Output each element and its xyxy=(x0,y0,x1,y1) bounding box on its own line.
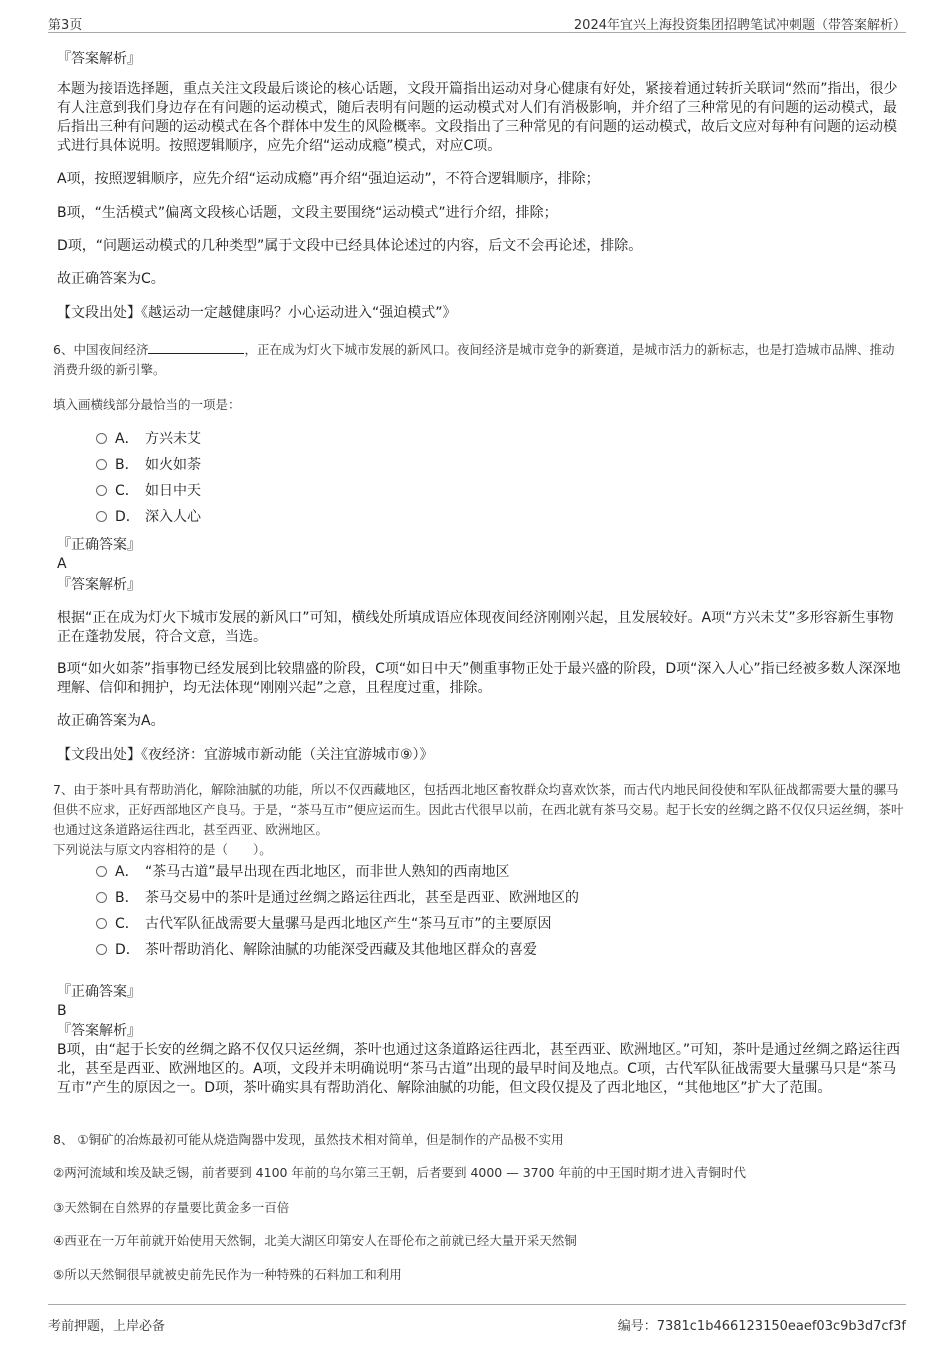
page-number: 第3页 xyxy=(48,18,83,33)
q6-source: 【文段出处】《夜经济：宜游城市新动能（关注宜游城市⑨）》 xyxy=(57,747,434,763)
q5-source: 【文段出处】《越运动一定越健康吗？小心运动进入“强迫模式”》 xyxy=(57,305,457,321)
q7-answer-label: 『正确答案』 xyxy=(57,984,141,1000)
footer-slogan: 考前押题，上岸必备 xyxy=(48,1319,166,1334)
q7-answer: B xyxy=(57,1003,67,1019)
q5-analysis-paragraph-3: B项，“生活模式”偏离文段核心话题，文段主要围绕“运动模式”进行介绍，排除； xyxy=(57,205,558,221)
page-header xyxy=(48,12,906,33)
q6-answer: A xyxy=(57,556,67,572)
radio-icon[interactable] xyxy=(96,485,107,496)
q8-sentence-3: ③天然铜在自然界的存量要比黄金多一百倍 xyxy=(53,1200,290,1215)
q7-stem: 7、由于茶叶具有帮助消化，解除油腻的功能，所以不仅西藏地区，包括西北地区畜牧群众均喜欢饮茶，而古代内地民间役使和军队征战都需要大量的骡马但供不应求，正好西部地区产良马。于是，“茶马互市”便应运而生。因此古代很早以前，在西北就有茶马交易。起于长安的丝绸之路不仅仅只运丝绸，茶叶也通过这条道路运往西北，甚至西亚、欧洲地区。 xyxy=(53,782,904,837)
q5-analysis-paragraph-5: 故正确答案为C。 xyxy=(57,271,165,287)
q7-option-a[interactable]: A． “茶马古道”最早出现在西北地区，而非世人熟知的西南地区 xyxy=(96,863,510,881)
radio-icon[interactable] xyxy=(96,511,107,522)
q7-analysis-label: 『答案解析』 xyxy=(57,1023,141,1039)
q6-option-c[interactable]: C． 如日中天 xyxy=(96,482,201,500)
radio-icon[interactable] xyxy=(96,918,107,929)
q6-stem xyxy=(53,340,904,380)
q8-sentence-4: ④西亚在一万年前就开始使用天然铜，北美大湖区印第安人在哥伦布之前就已经大量开采天然铜 xyxy=(53,1233,577,1248)
q5-analysis-paragraph-1: 本题为接语选择题，重点关注文段最后谈论的核心话题，文段开篇指出运动对身心健康有好处，紧接着通过转折关联词“然而”指出，很少有人注意到我们身边存在有问题的运动模式，随后表明有问题的运动模式对人们有消极影响，并介绍了三种常见的有问题的运动模式，最后指出三种有问题的运动模式在各个群体中发生的风险概率。文段指出了三种常见的有问题的运动模式，故后文应对每种有问题的运动模式进行具体说明。按照逻辑顺序，应先介绍“运动成瘾”模式，对应C项。 xyxy=(57,81,898,154)
document-code: 编号：7381c1b466123150eaef03c9b3d7cf3f xyxy=(617,1319,906,1334)
q5-analysis-paragraph-4: D项，“问题运动模式的几种类型”属于文段中已经具体论述过的内容，后文不会再论述，排除。 xyxy=(57,238,643,254)
page-footer xyxy=(48,1304,906,1335)
q6-option-a[interactable]: A． 方兴未艾 xyxy=(96,430,201,448)
q7-analysis: B项，由“起于长安的丝绸之路不仅仅只运丝绸，茶叶也通过这条道路运往西北，甚至西亚、欧洲地区。”可知，茶叶是通过丝绸之路运往西北，甚至是西亚、欧洲地区的。A项，文段并未明确说明“茶马古道”出现的最早时间及地点。C项，古代军队征战需要大量骡马只是“茶马互市”产生的原因之一。D项，茶叶确实具有帮助消化、解除油腻的功能，但文段仅提及了西北地区，“其他地区”扩大了范围。 xyxy=(57,1042,901,1096)
q5-analysis-paragraph-2: A项，按照逻辑顺序，应先介绍“运动成瘾”再介绍“强迫运动”，不符合逻辑顺序，排除； xyxy=(57,171,600,187)
q5-analysis-label: 『答案解析』 xyxy=(57,51,141,67)
radio-icon[interactable] xyxy=(96,892,107,903)
q6-option-d[interactable]: D． 深入人心 xyxy=(96,508,201,526)
q6-stem-end: ，正在成为灯火下城市发展的新风口。夜间经济是城市竞争的新赛道，是城市活力的新标志，也是打造城市品牌、推动消费升级的新引擎。 xyxy=(53,342,895,377)
q7-prompt: 下列说法与原文内容相符的是（ ）。 xyxy=(53,842,272,857)
q7-option-b[interactable]: B． 茶马交易中的茶叶是通过丝绸之路运往西北，甚至是西亚、欧洲地区的 xyxy=(96,889,579,907)
q6-option-b[interactable]: B． 如火如荼 xyxy=(96,456,201,474)
q6-analysis-paragraph-3: 故正确答案为A。 xyxy=(57,713,165,729)
radio-icon[interactable] xyxy=(96,944,107,955)
q7-option-c[interactable]: C． 古代军队征战需要大量骡马是西北地区产生“茶马互市”的主要原因 xyxy=(96,915,552,933)
radio-icon[interactable] xyxy=(96,459,107,470)
q6-answer-label: 『正确答案』 xyxy=(57,537,141,553)
q8-sentence-2: ②两河流域和埃及缺乏锡，前者要到 4100 年前的乌尔第三王朝，后者要到 4000 — 3700 年前的中王国时期才进入青铜时代 xyxy=(53,1165,746,1180)
radio-icon[interactable] xyxy=(96,866,107,877)
q6-blank xyxy=(148,341,244,354)
q6-analysis-paragraph-2: B项“如火如荼”指事物已经发展到比较鼎盛的阶段，C项“如日中天”侧重事物正处于最兴盛的阶段，D项“深入人心”指已经被多数人深深地理解、信仰和拥护，均无法体现“刚刚兴起”之意，且程度过重，排除。 xyxy=(57,661,901,696)
q6-analysis-paragraph-1: 根据“正在成为灯火下城市发展的新风口”可知，横线处所填成语应体现夜间经济刚刚兴起，且发展较好。A项“方兴未艾”多形容新生事物正在蓬勃发展，符合文意，当选。 xyxy=(57,610,894,645)
q8-sentence-5: ⑤所以天然铜很早就被史前先民作为一种特殊的石料加工和利用 xyxy=(53,1267,402,1282)
document-title: 2024年宜兴上海投资集团招聘笔试冲刺题（带答案解析） xyxy=(573,18,906,33)
q7-option-d[interactable]: D． 茶叶帮助消化、解除油腻的功能深受西藏及其他地区群众的喜爱 xyxy=(96,941,537,959)
q6-stem-start: 6、中国夜间经济 xyxy=(53,342,149,357)
q8-sentence-1: 8、 ①铜矿的冶炼最初可能从烧造陶器中发现，虽然技术相对简单，但是制作的产品极不实用 xyxy=(53,1132,564,1147)
q6-analysis-label: 『答案解析』 xyxy=(57,577,141,593)
radio-icon[interactable] xyxy=(96,433,107,444)
q6-prompt: 填入画横线部分最恰当的一项是： xyxy=(53,397,241,412)
